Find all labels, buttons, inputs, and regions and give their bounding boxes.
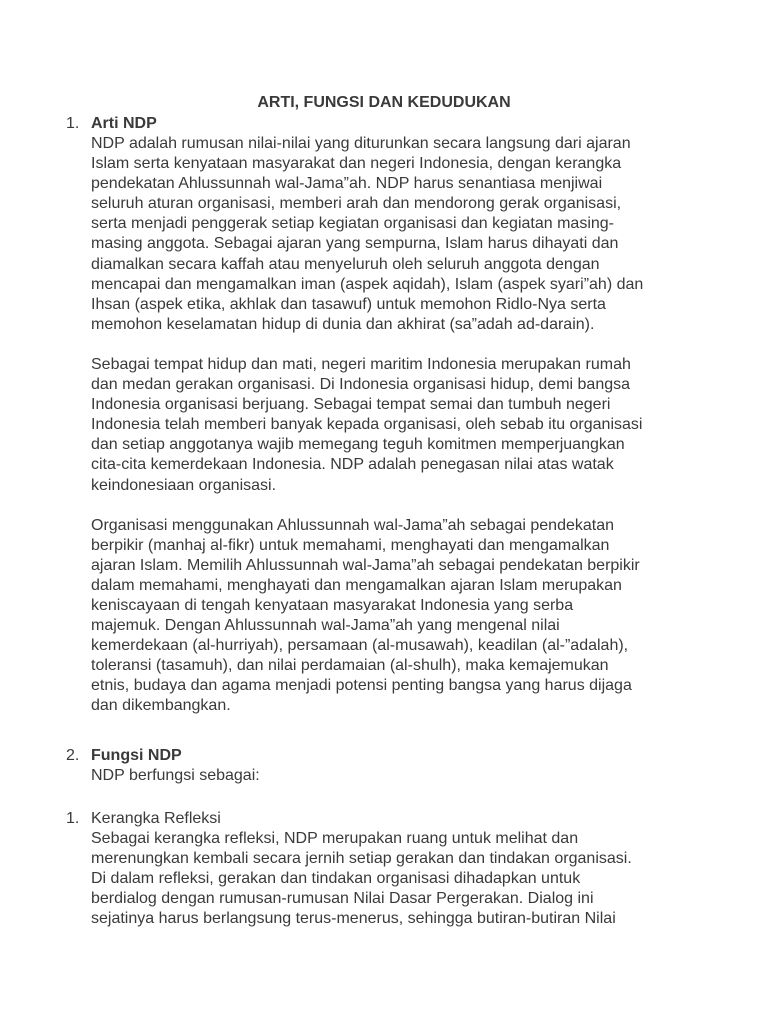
paragraph [91,134,683,335]
text-line: ajaran Islam. Memilih Ahlussunnah wal-Jama”ah sebagai pendekatan berpikir [91,556,640,574]
text-line: pendekatan Ahlussunnah wal-Jama”ah. NDP harus senantiasa menjiwai [91,175,603,193]
text-line: sejatinya harus berlangsung terus-menerus, sehingga butiran-butiran Nilai [91,910,616,928]
text-line: Organisasi menggunakan Ahlussunnah wal-Jama”ah sebagai pendekatan [91,516,615,534]
section-heading: Fungsi NDP [91,747,182,764]
text-line: majemuk. Dengan Ahlussunnah wal-Jama”ah yang mengenal nilai [91,617,560,635]
text-line: NDP adalah rumusan nilai-nilai yang diturunkan secara langsung dari ajaran [91,135,631,152]
text-line: serta menjadi penggerak setiap kegiatan organisasi dan kegiatan masing- [91,215,614,233]
section-heading: Arti NDP [91,115,157,132]
text-line: NDP berfungsi sebagai: [91,767,260,784]
text-line: keniscayaan di tengah kenyataan masyarakat Indonesia yang serba [91,596,574,614]
paragraph [91,355,683,496]
text-line: etnis, budaya dan agama menjadi potensi penting bangsa yang harus dijaga [91,677,632,695]
text-line: Sebagai tempat hidup dan mati, negeri maritim Indonesia merupakan rumah [91,355,631,373]
text-line: Ihsan (aspek etika, akhlak dan tasawuf) untuk memohon Ridlo-Nya serta [91,295,606,313]
section-number: 2. [66,747,80,764]
text-line: kemerdekaan (al-hurriyah), persamaan (al-musawah), keadilan (al-”adalah), [91,637,629,655]
section-fungsi-ndp [66,746,686,786]
subsection-kerangka-refleksi [66,809,686,929]
document-title: ARTI, FUNGSI DAN KEDUDUKAN [257,94,511,111]
text-line: Indonesia organisasi berjuang. Sebagai tempat semai dan tumbuh negeri [91,396,611,414]
text-line: Indonesia telah memberi banyak kepada organisasi, oleh sebab itu organisasi [91,416,643,434]
text-line: dalam memahami, menghayati dan mengamalkan ajaran Islam merupakan [91,576,622,594]
paragraph [91,766,683,786]
subsection-heading: Kerangka Refleksi [91,810,221,827]
text-line: cita-cita kemerdekaan Indonesia. NDP adalah penegasan nilai atas watak [91,456,614,474]
text-line: Di dalam refleksi, gerakan dan tindakan organisasi dihadapkan untuk [91,870,581,888]
list-number: 1. [66,810,80,827]
text-line: memohon keselamatan hidup di dunia dan akhirat (sa”adah ad-darain). [91,315,595,333]
section-number: 1. [66,115,80,132]
text-line: toleransi (tasamuh), dan nilai perdamaian (al-shulh), maka kemajemukan [91,657,609,675]
text-line: dan dikembangkan. [91,697,231,715]
text-line: masing anggota. Sebagai ajaran yang sempurna, Islam harus dihayati dan [91,235,619,253]
text-line: keindonesiaan organisasi. [91,476,277,494]
text-line: Islam serta kenyataan masyarakat dan negeri Indonesia, dengan kerangka [91,155,622,173]
text-line: merenungkan kembali secara jernih setiap gerakan dan tindakan organisasi. [91,850,632,868]
text-line: seluruh aturan organisasi, memberi arah dan mendorong gerak organisasi, [91,195,622,213]
text-line: Sebagai kerangka refleksi, NDP merupakan ruang untuk melihat dan [91,830,579,847]
paragraph [91,829,683,929]
text-line: berpikir (manhaj al-fikr) untuk memahami, menghayati dan mengamalkan [91,536,610,554]
text-line: dan medan gerakan organisasi. Di Indonesia organisasi hidup, demi bangsa [91,376,631,394]
text-line: diamalkan secara kaffah atau menyeluruh oleh seluruh anggota dengan [91,255,600,273]
text-line: mencapai dan mengamalkan iman (aspek aqidah), Islam (aspek syari”ah) dan [91,275,644,293]
text-line: berdialog dengan rumusan-rumusan Nilai Dasar Pergerakan. Dialog ini [91,890,594,908]
text-line: dan setiap anggotanya wajib memegang teguh komitmen memperjuangkan [91,436,625,454]
section-arti-ndp [66,114,686,717]
paragraph [91,516,683,717]
